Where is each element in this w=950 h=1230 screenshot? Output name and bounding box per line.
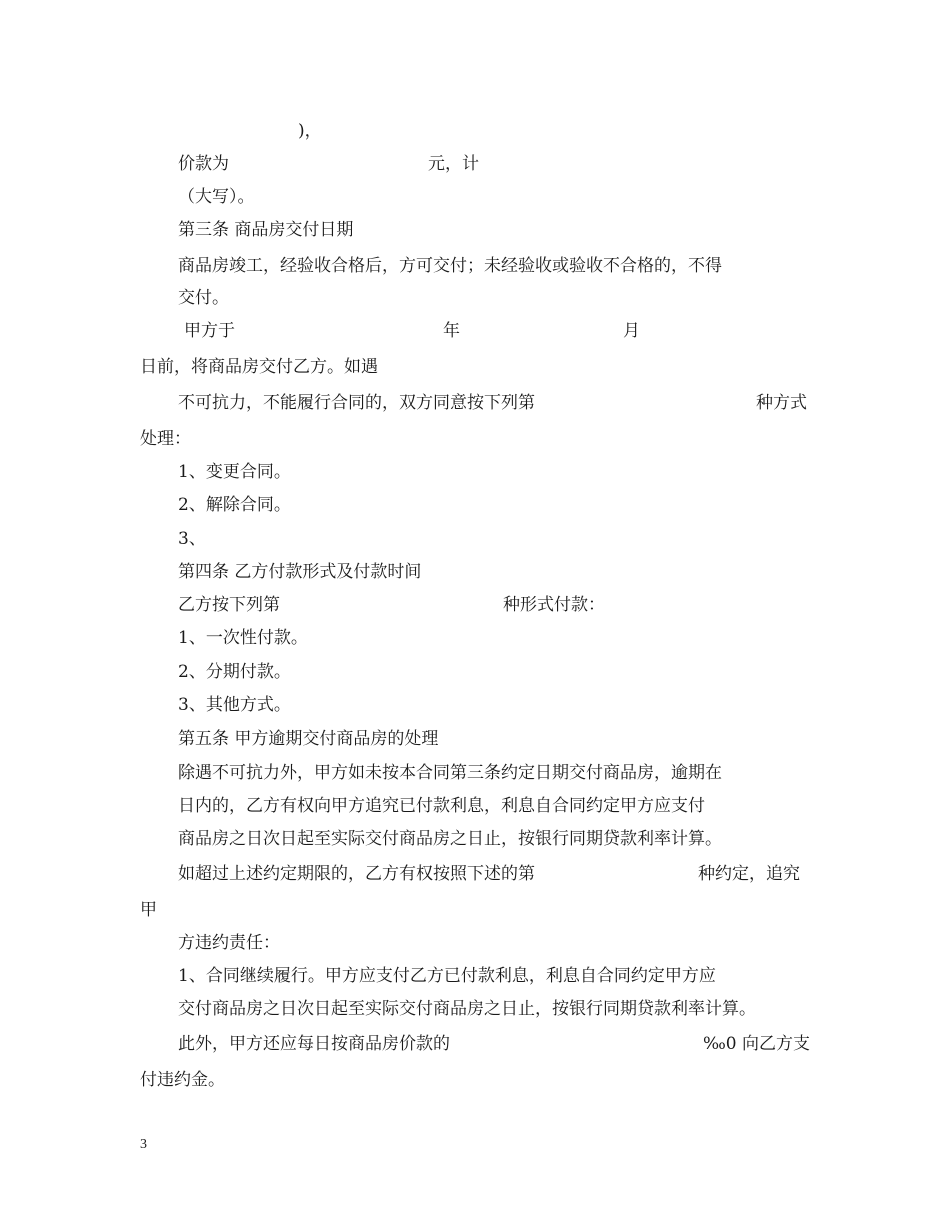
text-line: 种方式 [756,393,807,413]
text-line: 此外，甲方还应每日按商品房价款的 [178,1034,450,1054]
list-item: 1、变更合同。 [178,462,291,482]
list-item: 3、其他方式。 [178,695,291,715]
text-line: 年 [443,321,460,341]
text-line: 商品房之日次日起至实际交付商品房之日止，按银行同期贷款利率计算。 [178,829,722,849]
text-line: 方违约责任： [178,933,280,953]
text-line: 付违约金。 [140,1070,225,1090]
article-heading: 第五条 甲方逾期交付商品房的处理 [178,729,439,749]
text-line: 交付。 [178,288,229,308]
text-line: 元，计 [428,154,479,174]
text-line: 日前，将商品房交付乙方。如遇 [140,357,378,377]
text-line: 不可抗力，不能履行合同的，双方同意按下列第 [178,393,535,413]
text-line: 价款为 [178,154,229,174]
text-line: 日内的，乙方有权向甲方追究已付款利息，利息自合同约定甲方应支付 [178,796,705,816]
text-line: 如超过上述约定期限的，乙方有权按照下述的第 [178,864,535,884]
text-line: 交付商品房之日次日起至实际交付商品房之日止，按银行同期贷款利率计算。 [178,999,756,1019]
text-line: （大写）。 [178,187,255,207]
article-heading: 第四条 乙方付款形式及付款时间 [178,562,422,582]
text-line: 乙方按下列第 [178,595,280,615]
text-line: 除遇不可抗力外，甲方如未按本合同第三条约定日期交付商品房，逾期在 [178,763,722,783]
text-line: 种约定，追究 [698,864,800,884]
text-line: ‰0 向乙方支 [703,1034,811,1054]
text-line: 甲 [140,900,157,920]
text-line: )， [298,121,322,141]
list-item: 2、解除合同。 [178,495,291,515]
list-item: 2、分期付款。 [178,662,291,682]
list-item: 1、一次性付款。 [178,628,308,648]
text-line: 种形式付款： [503,595,605,615]
text-line: 处理： [140,429,191,449]
text-line: 商品房竣工，经验收合格后，方可交付；未经验收或验收不合格的，不得 [178,256,722,276]
text-line: 甲方于 [184,321,235,341]
page-number: 3 [140,1137,147,1152]
text-line: 月 [623,321,640,341]
article-heading: 第三条 商品房交付日期 [178,220,354,240]
list-item: 3、 [178,529,206,549]
list-item: 1、合同继续履行。甲方应支付乙方已付款利息，利息自合同约定甲方应 [178,966,716,986]
